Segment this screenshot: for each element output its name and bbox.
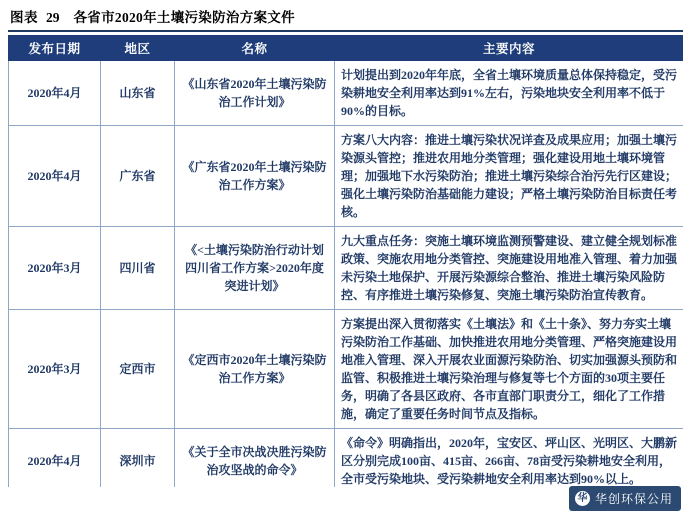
- title-number: 29: [46, 10, 60, 25]
- cell-name: 《<土壤污染防治行动计划四川省工作方案>2020年度突进计划》: [175, 227, 335, 310]
- watermark-logo-icon: 华: [575, 491, 590, 506]
- column-header-content: 主要内容: [335, 36, 684, 61]
- cell-content: 九大重点任务：突施土壤环境监测预警建设、建立健全规划标准政策、突施农用地分类管控、突施建设用地准入管理、着力加强未污染土地保护、开展污染源综合整治、推进土壤污染风险防控、有序推进土壤污染修复、突施土壤污染防治宣传教育。: [335, 227, 684, 310]
- cell-date: 2020年4月: [9, 61, 101, 126]
- watermark-badge: [569, 486, 681, 511]
- cell-region: 四川省: [101, 227, 175, 310]
- table-header-row: [9, 36, 684, 61]
- cell-content: 方案提出深入贯彻落实《土壤法》和《土十条》、努力夯实土壤污染防治工作基础、加快推进农用地分类管理、严格突施建设用地准入管理、深入开展农业面源污染防治、切实加强源头预防和监管、积极推进土壤污染治理与修复等七个方面的30项主要任务，明确了各县区政府、各市直部门职责分工，细化了工作措施，确定了重要任务时间节点及指标。: [335, 310, 684, 429]
- table-scroll-region: [8, 32, 683, 487]
- table-row: [9, 429, 684, 488]
- cell-content: 《命令》明确指出，2020年，宝安区、坪山区、光明区、大鹏新区分别完成100亩、415亩、266亩、78亩受污染耕地安全利用，全市受污染地块、受污染耕地安全利用率达到90%以上。: [335, 429, 684, 488]
- column-header-region: 地区: [101, 36, 175, 61]
- cell-region: 广东省: [101, 126, 175, 227]
- cell-name: 《广东省2020年土壤污染防治工作方案》: [175, 126, 335, 227]
- title-tag: 图表: [10, 10, 38, 25]
- cell-name: 《关于全市决战决胜污染防治攻坚战的命令》: [175, 429, 335, 488]
- cell-name: 《定西市2020年土壤污染防治工作方案》: [175, 310, 335, 429]
- column-header-name: 名称: [175, 36, 335, 61]
- cell-name: 《山东省2020年土壤污染防治工作计划》: [175, 61, 335, 126]
- column-header-date: 发布日期: [9, 36, 101, 61]
- table-row: [9, 126, 684, 227]
- page-title: [8, 6, 683, 32]
- cell-date: 2020年3月: [9, 310, 101, 429]
- cell-date: 2020年4月: [9, 429, 101, 488]
- title-text: 各省市2020年土壤污染防治方案文件: [73, 10, 295, 25]
- cell-region: 深圳市: [101, 429, 175, 488]
- table-row: [9, 310, 684, 429]
- cell-content: 方案八大内容：推进土壤污染状况详查及成果应用；加强土壤污染源头管控；推进农用地分类管理；强化建设用地土壤环境管理；加强地下水污染防治；推进土壤污染综合治污先行区建设；强化土壤污染防治基础能力建设；严格土壤污染防治目标责任考核。: [335, 126, 684, 227]
- cell-date: 2020年3月: [9, 227, 101, 310]
- cell-region: 山东省: [101, 61, 175, 126]
- table-row: [9, 61, 684, 126]
- watermark-text: 华创环保公用: [594, 492, 673, 506]
- cell-content: 计划提出到2020年年底，全省土壤环境质量总体保持稳定，受污染耕地安全利用率达到91%左右，污染地块安全利用率不低于90%的目标。: [335, 61, 684, 126]
- policy-table: [8, 35, 683, 487]
- cell-region: 定西市: [101, 310, 175, 429]
- cell-date: 2020年4月: [9, 126, 101, 227]
- table-row: [9, 227, 684, 310]
